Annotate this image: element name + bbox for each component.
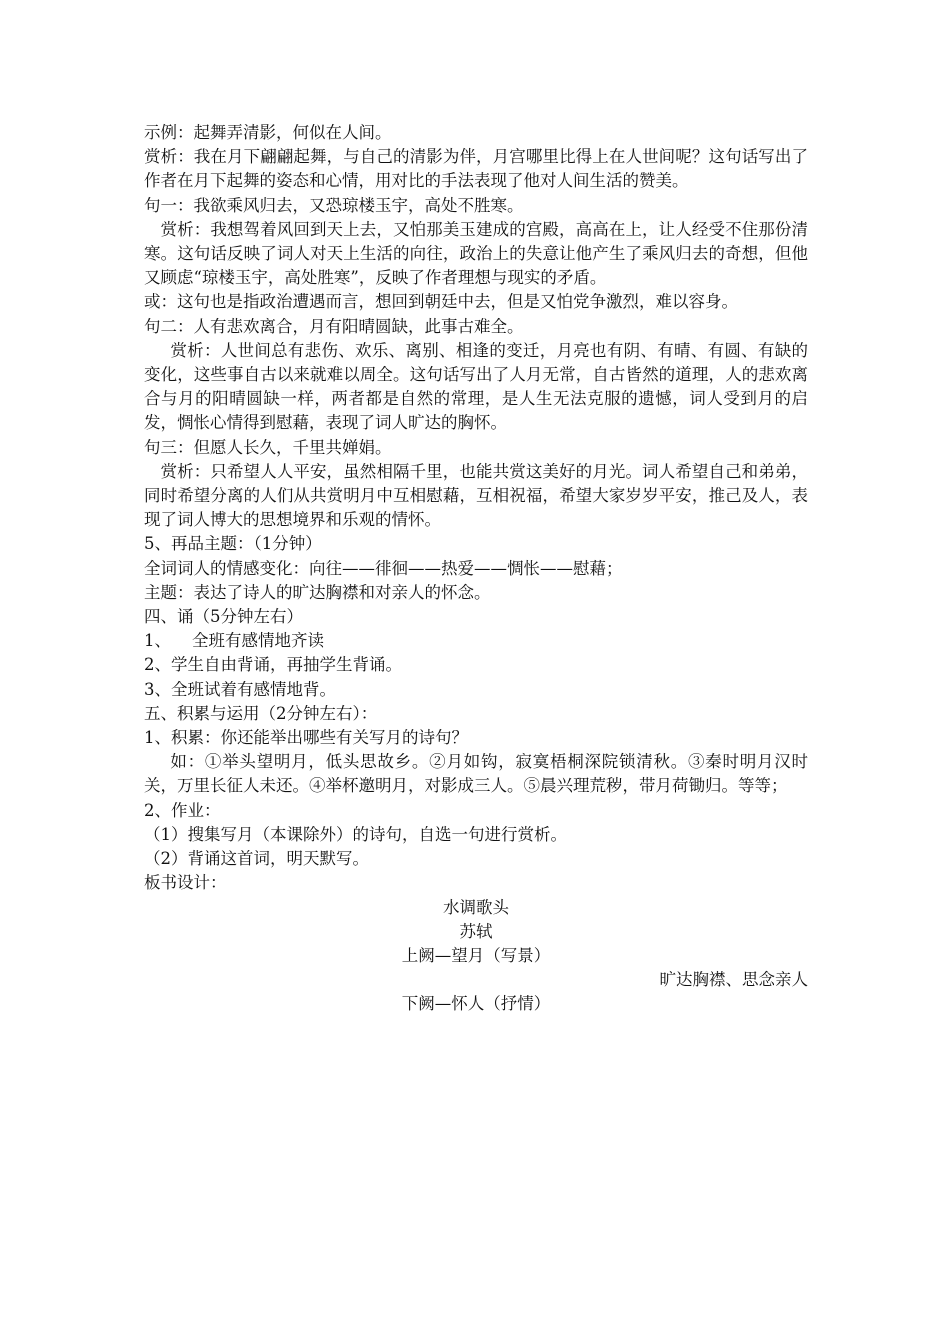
homework-item-2: （2）背诵这首词，明天默写。 xyxy=(144,849,369,869)
document-page xyxy=(144,121,808,1017)
board-theme: 旷达胸襟、思念亲人 xyxy=(659,970,808,990)
board-author: 苏轼 xyxy=(459,921,493,941)
example-analysis: 赏析：我在月下翩翩起舞，与自己的清影为伴，月宫哪里比得上在人世间呢？这句话写出了作者在月下起舞的姿态和心情，用对比的手法表现了他对人间生活的赞美。 xyxy=(144,147,808,191)
sentence1-analysis: 赏析：我想驾着风回到天上去，又怕那美玉建成的宫殿，高高在上，让人经受不住那份清寒。这句话反映了词人对天上生活的向往，政治上的失意让他产生了乘风归去的奇想，但他又顾虑“琼楼玉宇，高处胜寒”，反映了作者理想与现实的矛盾。 xyxy=(144,219,808,288)
accumulate-question: 1、积累：你还能举出哪些有关写月的诗句？ xyxy=(144,728,468,748)
board-upper: 上阙—望月（写景） xyxy=(401,945,551,965)
recite-item: 1、 全班有感情地齐读 xyxy=(144,631,324,651)
sentence2-analysis: 赏析：人世间总有悲伤、欢乐、离别、相逢的变迁，月亮也有阴、有晴、有圆、有缺的变化，这些事自古以来就难以周全。这句话写出了人月无常，自古皆然的道理，人的悲欢离合与月的阳晴圆缺一样，两者都是自然的常理，是人生无法克服的遗憾，词人受到月的启发，惆怅心情得到慰藉，表现了词人旷达的胸怀。 xyxy=(144,340,808,433)
sentence1-alt: 或：这句也是指政治遭遇而言，想回到朝廷中去，但是又怕党争激烈，难以容身。 xyxy=(144,292,738,312)
theme-emotion: 全词词人的情感变化：向往——徘徊——热爱——惆怅——慰藉； xyxy=(144,558,623,578)
sentence3-analysis: 赏析：只希望人人平安，虽然相隔千里，也能共赏这美好的月光。词人希望自己和弟弟，同时希望分离的人们从共赏明月中互相慰藉，互相祝福，希望大家岁岁平安，推己及人，表现了词人博大的思想境界和乐观的情怀。 xyxy=(144,461,808,530)
sentence3-line: 句三：但愿人长久，千里共婵娟。 xyxy=(144,437,392,457)
board-title: 水调歌头 xyxy=(443,897,509,917)
recite-heading: 四、诵（5分钟左右） xyxy=(144,607,303,627)
example-line: 示例：起舞弄清影，何似在人间。 xyxy=(144,123,392,142)
homework-item-1: （1）搜集写月（本课除外）的诗句，自选一句进行赏析。 xyxy=(144,824,567,844)
theme-heading: 5、再品主题：（1分钟） xyxy=(144,534,322,554)
homework-heading: 2、作业： xyxy=(144,800,221,820)
sentence2-line: 句二：人有悲欢离合，月有阳晴圆缺，此事古难全。 xyxy=(144,316,524,336)
theme-summary: 主题：表达了诗人的旷达胸襟和对亲人的怀念。 xyxy=(144,582,491,602)
recite-item: 2、学生自由背诵，再抽学生背诵。 xyxy=(144,655,402,675)
recite-item: 3、全班试着有感情地背。 xyxy=(144,679,336,699)
sentence1-line: 句一：我欲乘风归去，又恐琼楼玉宇，高处不胜寒。 xyxy=(144,195,524,215)
board-lower: 下阙—怀人（抒情） xyxy=(401,994,551,1014)
accumulate-heading: 五、积累与运用（2分钟左右）： xyxy=(144,703,378,723)
poem-examples: 如：①举头望明月，低头思故乡。②月如钩，寂寞梧桐深院锁清秋。③秦时明月汉时关，万里长征人未还。④举杯邀明月，对影成三人。⑤晨兴理荒秽，带月荷锄归。等等； xyxy=(144,752,808,796)
board-heading: 板书设计： xyxy=(144,873,227,893)
